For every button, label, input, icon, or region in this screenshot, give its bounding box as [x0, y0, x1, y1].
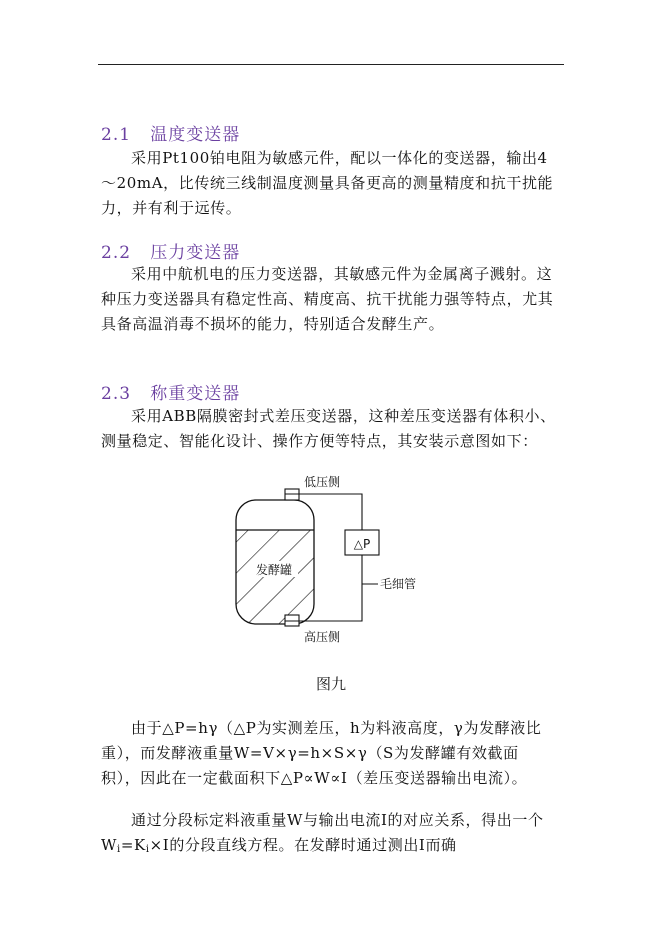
body-paragraph-1 — [101, 716, 556, 791]
figure-caption: 图九 — [315, 675, 346, 693]
section-title: 温度变送器 — [150, 125, 241, 145]
low-pressure-label: 低压侧 — [304, 475, 341, 489]
paragraph-text: 采用ABB隔膜密封式差压变送器，这种差压变送器有体积小、测量稳定、智能化设计、操作方便等特点，其安装示意图如下： — [101, 407, 556, 450]
section-number: 2.3 — [101, 384, 132, 404]
section-number: 2.1 — [101, 125, 132, 145]
paragraph-text-c: ×I的分段直线方程。在发酵时通过测出I而确 — [149, 836, 457, 854]
tank-label: 发酵罐 — [255, 563, 293, 577]
paragraph-text: 采用Pt100铂电阻为敏感元件，配以一体化的变送器，输出4～20mA，比传统三线制温度测量具备更高的测量精度和抗干扰能力，并有利于远传。 — [101, 149, 554, 217]
section-number: 2.2 — [101, 243, 132, 263]
subscript-i: i — [117, 844, 121, 855]
paragraph-text-a: 通过分段标定料液重量W与输出电流I的对应关系，得出一个W — [101, 811, 544, 854]
paragraph-text-b: =K — [120, 836, 146, 854]
dp-label: △P — [353, 537, 371, 551]
subscript-i: i — [145, 844, 150, 855]
body-paragraph-2 — [101, 808, 556, 862]
section-title: 称重变送器 — [150, 384, 241, 404]
capillary-label: 毛细管 — [380, 577, 417, 591]
paragraph-text: 由于△P=hγ（△P为实测差压，h为料液高度，γ为发酵液比重），而发酵液重量W=V×γ=h×S×γ（S为发酵罐有效截面积），因此在一定截面积下△P∝W∝I（差压变送器输出电流）。 — [101, 719, 542, 787]
high-pressure-label: 高压侧 — [304, 630, 341, 644]
section-title: 压力变送器 — [150, 243, 241, 263]
paragraph-text: 采用中航机电的压力变送器，其敏感元件为金属离子溅射。这种压力变送器具有稳定性高、精度高、抗干扰能力强等特点，尤其具备高温消毒不损坏的能力，特别适合发酵生产。 — [101, 265, 554, 333]
